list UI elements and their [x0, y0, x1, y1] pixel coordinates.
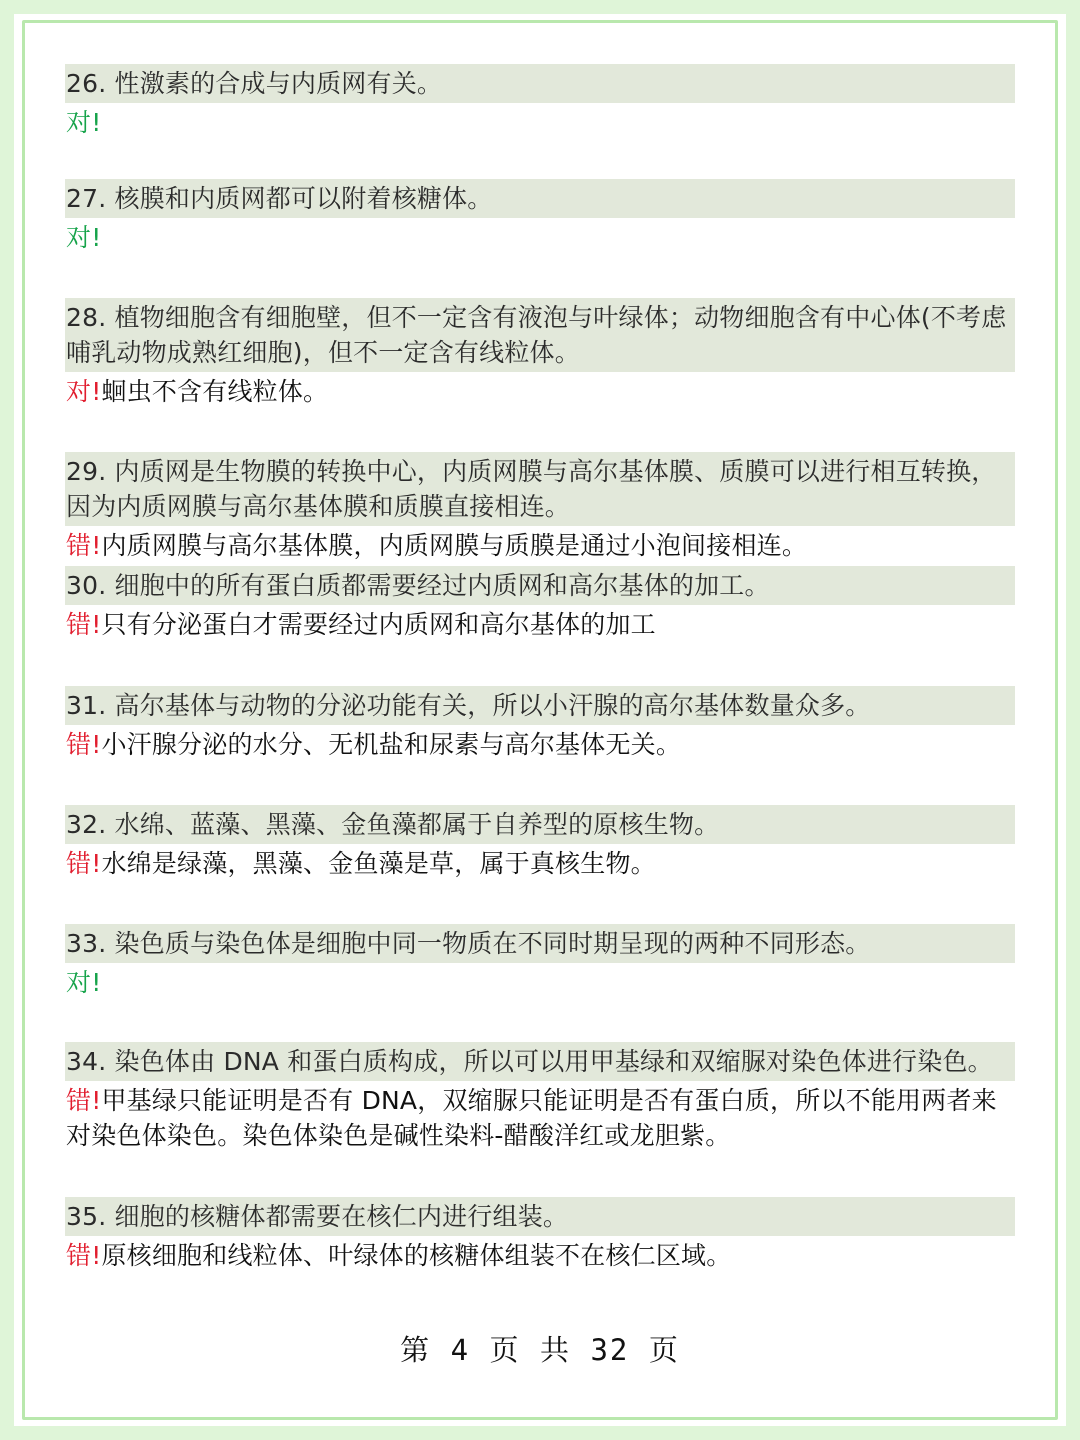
answer-mark: 错!: [66, 1086, 102, 1115]
answer-mark: 错!: [66, 849, 102, 878]
qa-item-29: [65, 452, 1015, 563]
qa-item-32: [65, 805, 1015, 881]
answer-31: [65, 725, 1015, 762]
answer-28: [65, 372, 1015, 409]
answer-note: 水绵是绿藻，黑藻、金鱼藻是草，属于真核生物。: [101, 849, 656, 878]
answer-mark: 错!: [66, 531, 102, 560]
qa-item-35: [65, 1197, 1015, 1273]
question-34: 34. 染色体由 DNA 和蛋白质构成，所以可以用甲基绿和双缩脲对染色体进行染色。: [65, 1042, 1015, 1081]
question-26: 26. 性激素的合成与内质网有关。: [65, 64, 1015, 103]
answer-note: 内质网膜与高尔基体膜，内质网膜与质膜是通过小泡间接相连。: [101, 531, 808, 560]
question-28: 28. 植物细胞含有细胞壁，但不一定含有液泡与叶绿体；动物细胞含有中心体(不考虑哺乳动物成熟红细胞)，但不一定含有线粒体。: [65, 298, 1015, 372]
answer-30: [65, 605, 1015, 642]
answer-mark: 对!: [66, 108, 102, 137]
answer-mark: 错!: [66, 730, 102, 759]
qa-item-34: [65, 1042, 1015, 1153]
question-33: 33. 染色质与染色体是细胞中同一物质在不同时期呈现的两种不同形态。: [65, 924, 1015, 963]
question-29: 29. 内质网是生物膜的转换中心，内质网膜与高尔基体膜、质膜可以进行相互转换，因为内质网膜与高尔基体膜和质膜直接相连。: [65, 452, 1015, 526]
qa-item-33: [65, 924, 1015, 1000]
answer-26: [65, 103, 1015, 140]
answer-34: [65, 1081, 1015, 1153]
answer-mark: 错!: [66, 1241, 102, 1270]
answer-mark: 错!: [66, 610, 102, 639]
question-30: 30. 细胞中的所有蛋白质都需要经过内质网和高尔基体的加工。: [65, 566, 1015, 605]
answer-32: [65, 844, 1015, 881]
answer-note: 小汗腺分泌的水分、无机盐和尿素与高尔基体无关。: [101, 730, 682, 759]
answer-27: [65, 218, 1015, 255]
qa-item-26: [65, 64, 1015, 140]
answer-note: 甲基绿只能证明是否有 DNA，双缩脲只能证明是否有蛋白质，所以不能用两者来对染色体染色。染色体染色是碱性染料-醋酸洋红或龙胆紫。: [66, 1086, 997, 1150]
qa-item-30: [65, 566, 1015, 642]
qa-item-31: [65, 686, 1015, 762]
answer-29: [65, 526, 1015, 563]
question-32: 32. 水绵、蓝藻、黑藻、金鱼藻都属于自养型的原核生物。: [65, 805, 1015, 844]
qa-item-28: [65, 298, 1015, 409]
qa-item-27: [65, 179, 1015, 255]
answer-mark: 对!: [66, 223, 102, 252]
question-35: 35. 细胞的核糖体都需要在核仁内进行组装。: [65, 1197, 1015, 1236]
answer-33: [65, 963, 1015, 1000]
answer-mark: 对!: [66, 377, 102, 406]
answer-note: 只有分泌蛋白才需要经过内质网和高尔基体的加工: [101, 610, 656, 639]
answer-mark: 对!: [66, 968, 102, 997]
question-27: 27. 核膜和内质网都可以附着核糖体。: [65, 179, 1015, 218]
answer-35: [65, 1236, 1015, 1273]
answer-note: 原核细胞和线粒体、叶绿体的核糖体组装不在核仁区域。: [101, 1241, 732, 1270]
answer-note: 蛔虫不含有线粒体。: [101, 377, 329, 406]
page-number: 第 4 页 共 32 页: [400, 1333, 680, 1367]
question-31: 31. 高尔基体与动物的分泌功能有关，所以小汗腺的高尔基体数量众多。: [65, 686, 1015, 725]
